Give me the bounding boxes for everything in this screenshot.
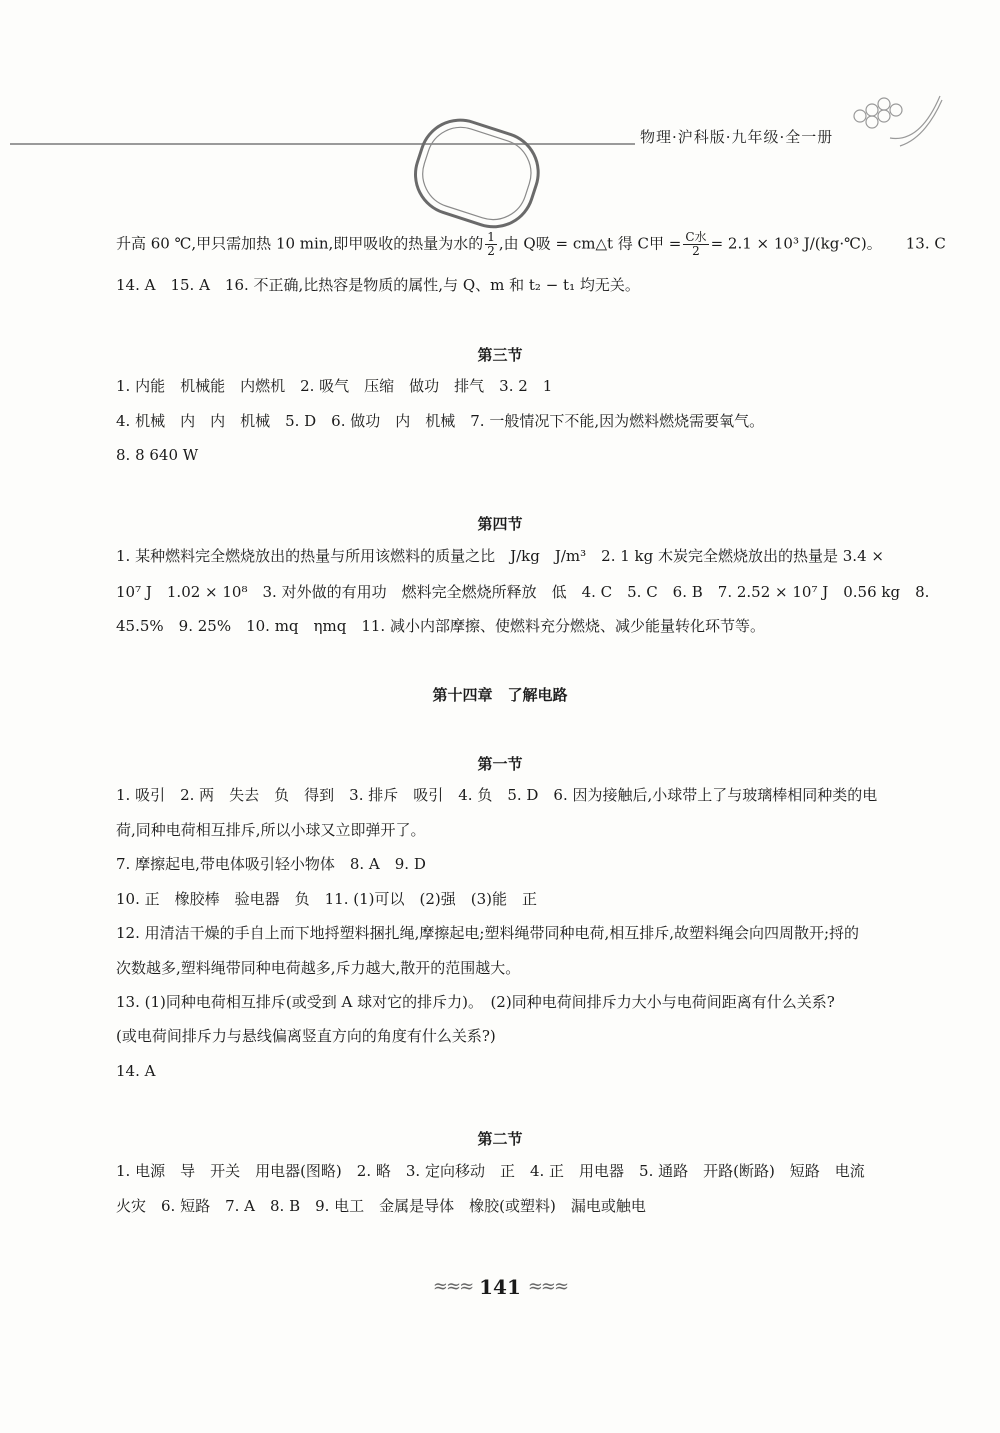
section-title: 第一节 xyxy=(477,755,523,773)
answer-line: 7. 摩擦起电,带电体吸引轻小物体 8. A 9. D xyxy=(116,855,426,873)
answer-line: (或电荷间排斥力与悬线偏离竖直方向的角度有什么关系?) xyxy=(116,1027,496,1045)
wave-right-icon: ≈≈≈ xyxy=(527,1276,568,1297)
wave-left-icon: ≈≈≈ xyxy=(432,1276,473,1297)
section-title: 第三节 xyxy=(477,346,523,364)
answer-line: 10. 正 橡胶棒 验电器 负 11. (1)可以 (2)强 (3)能 正 xyxy=(116,890,537,908)
answer-line: 45.5% 9. 25% 10. mq ηmq 11. 减小内部摩擦、使燃料充分燃烧、减少能量转化环节等。 xyxy=(116,617,765,635)
section-title: 第二节 xyxy=(477,1130,523,1148)
stamp-icon xyxy=(402,108,552,238)
answer-line: 升高 60 ℃,甲只需加热 10 min,即甲吸收的热量为水的 $\frac{1}{2}$ ,由 Q吸 = cm△t 得 C甲 = $\frac{\text{C水}}{2}$ = 2.1 × 10³ J/(kg·℃)。 13. C xyxy=(116,230,946,258)
answer-line: 1. 电源 导 开关 用电器(图略) 2. 略 3. 定向移动 正 4. 正 用电器 5. 通路 开路(断路) 短路 电流 xyxy=(116,1162,865,1180)
answer-line: 荷,同种电荷相互排斥,所以小球又立即弹开了。 xyxy=(116,821,426,839)
header-title: 物理·沪科版·九年级·全一册 xyxy=(640,128,834,146)
answer-line: 13. (1)同种电荷相互排斥(或受到 A 球对它的排斥力)。 (2)同种电荷间排斥力大小与电荷间距离有什么关系? xyxy=(116,993,835,1011)
answer-line: 4. 机械 内 内 机械 5. D 6. 做功 内 机械 7. 一般情况下不能,因为燃料燃烧需要氧气。 xyxy=(116,412,765,430)
answer-line: 火灾 6. 短路 7. A 8. B 9. 电工 金属是导体 橡胶(或塑料) 漏电或触电 xyxy=(116,1197,646,1215)
answer-line: 10⁷ J 1.02 × 10⁸ 3. 对外做的有用功 燃料完全燃烧所释放 低 4. C 5. C 6. B 7. 2.52 × 10⁷ J 0.56 kg 8. xyxy=(116,583,930,601)
answer-line: 14. A xyxy=(116,1062,156,1080)
answer-line: 8. 8 640 W xyxy=(116,446,199,464)
header-decoration-icon xyxy=(830,88,950,148)
chapter-title: 第十四章 了解电路 xyxy=(432,686,568,704)
fraction: $\frac{1}{2}$ xyxy=(487,230,495,258)
answer-line: 1. 吸引 2. 两 失去 负 得到 3. 排斥 吸引 4. 负 5. D 6. 因为接触后,小球带上了与玻璃棒相同种类的电 xyxy=(116,786,878,804)
answer-line: 1. 某种燃料完全燃烧放出的热量与所用该燃料的质量之比 J/kg J/m³ 2. 1 kg 木炭完全燃烧放出的热量是 3.4 × xyxy=(116,547,884,565)
page-number: ≈≈≈ 141 ≈≈≈ xyxy=(432,1275,568,1299)
answer-line: 12. 用清洁干燥的手自上而下地捋塑料捆扎绳,摩擦起电;塑料绳带同种电荷,相互排斥,故塑料绳会向四周散开;捋的 xyxy=(116,924,860,942)
section-title: 第四节 xyxy=(477,515,523,533)
answer-line: 次数越多,塑料绳带同种电荷越多,斥力越大,散开的范围越大。 xyxy=(116,959,521,977)
answer-line: 14. A 15. A 16. 不正确,比热容是物质的属性,与 Q、m 和 t₂ − t₁ 均无关。 xyxy=(116,276,640,294)
fraction: $\frac{\text{C水}}{2}$ xyxy=(685,230,707,258)
answer-line: 1. 内能 机械能 内燃机 2. 吸气 压缩 做功 排气 3. 2 1 xyxy=(116,377,553,395)
